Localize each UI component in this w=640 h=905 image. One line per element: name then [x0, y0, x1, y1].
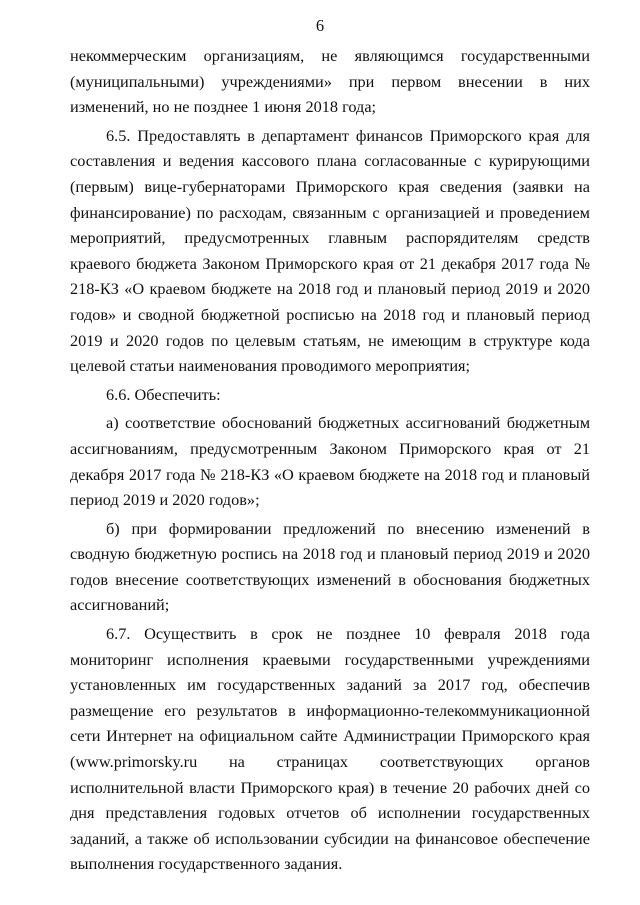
paragraph-6-7: 6.7. Осуществить в срок не позднее 10 февраля 2018 года мониторинг исполнения краевыми государственными учреждениями установленных им государственных заданий за 2017 год, обеспечив размещение его результатов в информационно-телекоммуникационной сети Интернет на официальном сайте Администрации Приморского края (www.primorsky.ru на страницах соответствующих органов исполнительной власти Приморского края) в течение 20 рабочих дней со дня представления годовых отчетов об исполнении государственных заданий, а также об использовании субсидии на финансовое обеспечение выполнения государственного задания. — [70, 624, 590, 874]
paragraph-6-6-a: а) соответствие обоснований бюджетных ассигнований бюджетным ассигнованиям, предусмотренным Законом Приморского края от 21 декабря 2017 года № 218-КЗ «О краевом бюджете на 2018 год и плановый период 2019 и 2020 годов»; — [70, 413, 590, 510]
paragraph-6-6-b: б) при формировании предложений по внесению изменений в сводную бюджетную роспись на 2018 год и плановый период 2019 и 2020 годов внесение соответствующих изменений в обоснования бюджетных ассигнований; — [70, 518, 590, 615]
paragraph-6-5: 6.5. Предоставлять в департамент финансов Приморского края для составления и ведения кассового плана согласованные с курирующими (первым) вице-губернаторами Приморского края сведения (заявки на финансирование) по расходам, связанным с организацией и проведением мероприятий, предусмотренных главным распорядителям средств краевого бюджета Законом Приморского края от 21 декабря 2017 года № 218-КЗ «О краевом бюджете на 2018 год и плановый период 2019 и 2020 годов» и сводной бюджетной росписью на 2018 год и плановый период 2019 и 2020 годов по целевым статьям, не имеющим в структуре кода целевой статьи наименования проводимого мероприятия; — [70, 125, 590, 376]
document-body — [70, 43, 590, 877]
paragraph-6-6: 6.6. Обеспечить: — [106, 384, 221, 404]
paragraph-continuation: некоммерческим организациям, не являющимся государственными (муниципальными) учреждениями» при первом внесении в них изменений, но не позднее 1 июня 2018 года; — [70, 46, 590, 117]
page-number: 6 — [315, 16, 325, 35]
